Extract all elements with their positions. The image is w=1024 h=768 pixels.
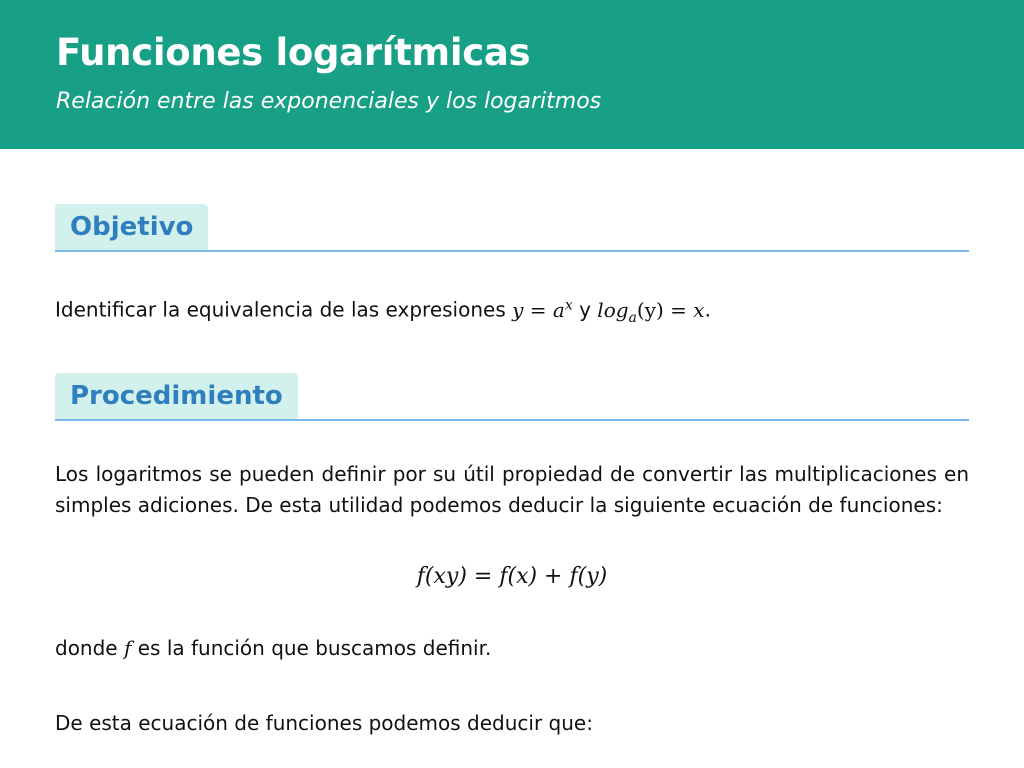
math-expression-exponential bbox=[512, 298, 573, 322]
math-equals: = bbox=[663, 297, 694, 322]
section-title-procedimiento: Procedimiento bbox=[55, 373, 298, 419]
donde-text-end: es la función que buscamos definir. bbox=[131, 636, 492, 661]
math-var-y: y bbox=[512, 297, 524, 322]
page-header bbox=[0, 0, 1024, 149]
functional-equation: f(xy) = f(x) + f(y) bbox=[416, 564, 608, 590]
page-subtitle: Relación entre las exponenciales y los logaritmos bbox=[56, 89, 602, 114]
section-heading-objetivo bbox=[55, 204, 969, 252]
section-heading-procedimiento bbox=[55, 373, 969, 421]
donde-text: donde bbox=[55, 636, 124, 661]
page-title: Funciones logarítmicas bbox=[56, 31, 531, 74]
deducir-paragraph: De esta ecuación de funciones podemos deducir que: bbox=[55, 710, 593, 735]
math-var-x: x bbox=[693, 297, 705, 322]
math-expression-logarithm bbox=[597, 297, 705, 326]
math-log-argument: (y) bbox=[636, 297, 664, 322]
objetivo-paragraph bbox=[55, 290, 969, 333]
math-var-f: f bbox=[123, 636, 132, 661]
math-base-a: a bbox=[552, 297, 565, 322]
procedimiento-paragraph: Los logaritmos se pueden definir por su útil propiedad de convertir las multiplicaciones en simples adiciones. De esta utilidad podemos deducir la siguiente ecuación de funciones: bbox=[55, 462, 969, 517]
objetivo-text: Identificar la equivalencia de las expresiones bbox=[55, 297, 513, 322]
section-title-objetivo: Objetivo bbox=[55, 204, 208, 250]
objetivo-end: . bbox=[704, 297, 711, 322]
math-exponent-x: x bbox=[564, 297, 573, 313]
donde-paragraph bbox=[55, 633, 969, 664]
math-equals: = bbox=[523, 297, 553, 322]
math-log: log bbox=[597, 297, 629, 322]
math-log-base: a bbox=[628, 309, 637, 326]
objetivo-connector: y bbox=[572, 297, 598, 322]
main-content bbox=[0, 204, 1024, 738]
